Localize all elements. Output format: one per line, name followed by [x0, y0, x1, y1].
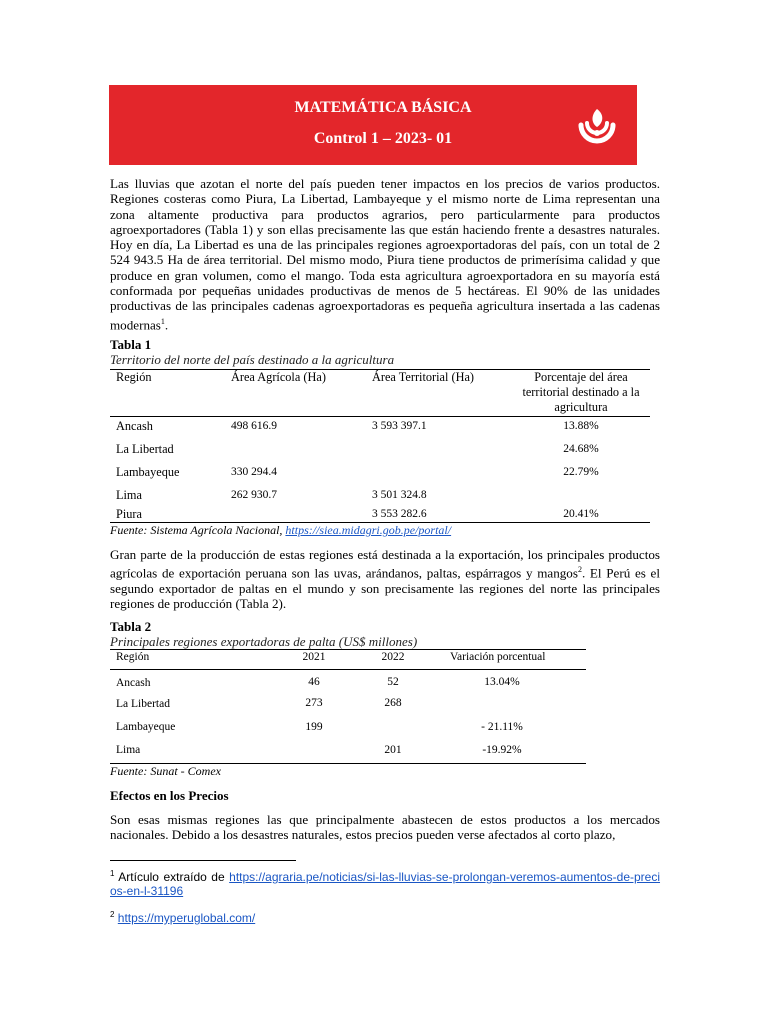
header-banner	[109, 85, 637, 165]
table-cell: Piura	[116, 507, 142, 521]
table2-source: Fuente: Sunat - Comex	[110, 764, 221, 778]
table-cell: Lambayeque	[116, 465, 180, 479]
table-cell: 3 501 324.8	[372, 489, 427, 501]
table1-source: Fuente: Sistema Agrícola Nacional, https://siea.midagri.gob.pe/portal/	[110, 523, 452, 537]
table2-label: Tabla 2	[110, 619, 152, 634]
table-cell: 22.79%	[563, 466, 599, 478]
export-paragraph: Gran parte de la producción de estas regiones está destinada a la exportación, los principales productos agrícolas de exportación peruana son las uvas, arándanos, paltas, espárragos y mangos$^2$. El Perú es el segundo exportador de paltas en el mundo y son precisamente las regiones del norte las principales regiones de producción (Tabla 2).	[110, 547, 660, 612]
table-cell: Ancash	[116, 677, 151, 689]
footnote-link[interactable]: https://myperuglobal.com/	[117, 911, 256, 925]
table1-caption: Territorio del norte del país destinado a la agricultura	[110, 352, 395, 367]
section-paragraph: Son esas mismas regiones las que principalmente abastecen de estos productos a los mercados nacionales. Debido a los desastres naturales, estos precios pueden verse afectados al corto plazo,	[110, 812, 660, 843]
table-cell: - 21.11%	[481, 721, 523, 733]
table-cell: 24.68%	[563, 443, 599, 455]
table-cell: 268	[384, 697, 402, 709]
table1-label: Tabla 1	[110, 337, 152, 352]
table1-header-region: Región	[116, 370, 152, 384]
table2-header-region: Región	[116, 651, 150, 663]
table-cell: 201	[384, 744, 402, 756]
footnote-2: $^2$ https://myperuglobal.com/	[110, 910, 256, 925]
table-rule	[110, 649, 586, 650]
exam-subtitle: Control 1 – 2023- 01	[313, 130, 453, 147]
table-rule	[110, 416, 650, 417]
table-cell: 3 593 397.1	[372, 420, 427, 432]
table1-header-porcentaje: Porcentaje del área territorial destinado a la agricultura	[522, 370, 640, 414]
table-cell: 273	[305, 697, 323, 709]
footnote-ref[interactable]: 2	[577, 565, 582, 575]
table-cell: 20.41%	[563, 508, 599, 520]
table-cell: 330 294.4	[231, 466, 277, 478]
course-title: MATEMÁTICA BÁSICA	[294, 99, 472, 116]
table2-header-2021: 2021	[302, 651, 326, 663]
table-cell: Ancash	[116, 419, 153, 433]
table-cell: 262 930.7	[231, 489, 277, 501]
table1-header-agricola: Área Agrícola (Ha)	[231, 370, 326, 384]
table-cell: La Libertad	[116, 698, 170, 710]
footnote-separator	[110, 860, 296, 861]
table-cell: 52	[387, 676, 399, 688]
table-cell: -19.92%	[482, 744, 522, 756]
table-cell: 3 553 282.6	[372, 508, 427, 520]
table-cell: Lima	[116, 488, 142, 502]
table2-header-2022: 2022	[381, 651, 405, 663]
source-link[interactable]: https://siea.midagri.gob.pe/portal/	[285, 523, 452, 537]
intro-paragraph: Las lluvias que azotan el norte del país pueden tener impactos en los precios de varios productos. Regiones costeras como Piura, La Libertad, Lambayeque y el mismo norte de Lima representan una zona altamente productiva para productos agrarios, pero particularmente para productos agroexportadores (Tabla 1) y son ellas precisamente las que están haciendo frente a desastres naturales. Hoy en día, La Libertad es una de las principales regiones agroexportadoras del país, con un total de 2 524 943.5 Ha de área territorial. Del mismo modo, Piura tiene productos de primerísima calidad y que produce en gran volumen, como el mango. Toda esta agricultura agroexportadora en su mayoría está conformada por pequeñas unidades productivas de menos de 5 hectáreas. El 90% de las unidades productivas de las principales cadenas agroexportadoras es pequeña agricultura insertada a las cadenas modernas$^1$.	[110, 176, 660, 333]
table-cell: Lambayeque	[116, 721, 176, 733]
table-rule	[110, 669, 586, 670]
table-cell: 199	[305, 721, 323, 733]
table-cell: 46	[308, 676, 320, 688]
footnote-1: $^1$ Artículo extraído de https://agraria.pe/noticias/si-las-lluvias-se-prolongan-veremos-aumentos-de-precios-en-l-31196	[110, 869, 661, 898]
table-cell: 498 616.9	[231, 420, 277, 432]
table2-header-variacion: Variación porcentual	[450, 651, 546, 663]
table-cell: La Libertad	[116, 442, 174, 456]
table-cell: 13.04%	[484, 676, 520, 688]
table1-header-territorial: Área Territorial (Ha)	[372, 370, 475, 384]
table-cell: 13.88%	[563, 420, 599, 432]
table-cell: Lima	[116, 744, 141, 756]
table2-caption: Principales regiones exportadoras de palta (US$ millones)	[110, 634, 418, 649]
footnote-link[interactable]: https://agraria.pe/noticias/si-las-lluvias-se-prolongan-veremos-aumentos-de-precios-en-l-31196	[110, 870, 661, 898]
upc-logo-icon	[575, 105, 619, 149]
footnote-ref[interactable]: 1	[160, 316, 165, 326]
section-heading: Efectos en los Precios	[110, 788, 229, 803]
